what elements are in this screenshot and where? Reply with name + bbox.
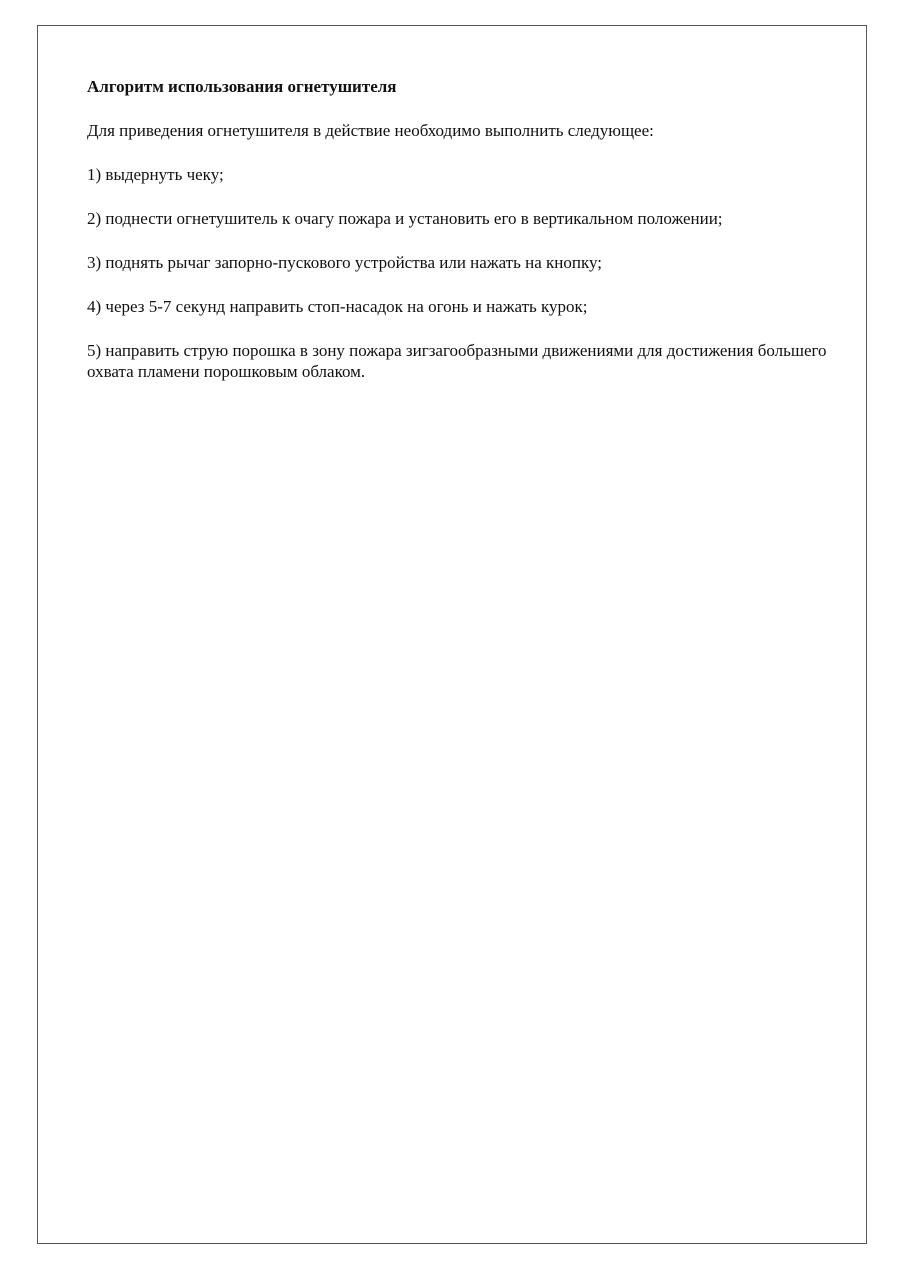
document-content bbox=[87, 76, 847, 405]
step-item: 3) поднять рычаг запорно-пускового устройства или нажать на кнопку; bbox=[87, 253, 602, 272]
step-item: 5) направить струю порошка в зону пожара зигзагообразными движениями для достижения большего охвата пламени порошковым облаком. bbox=[87, 341, 827, 381]
document-page bbox=[37, 25, 867, 1244]
steps-list bbox=[87, 164, 847, 382]
step-item: 4) через 5-7 секунд направить стоп-насадок на огонь и нажать курок; bbox=[87, 297, 588, 316]
intro-paragraph: Для приведения огнетушителя в действие необходимо выполнить следующее: bbox=[87, 121, 654, 140]
step-item: 1) выдернуть чеку; bbox=[87, 165, 224, 184]
step-item: 2) поднести огнетушитель к очагу пожара и установить его в вертикальном положении; bbox=[87, 209, 723, 228]
document-title: Алгоритм использования огнетушителя bbox=[87, 77, 397, 96]
